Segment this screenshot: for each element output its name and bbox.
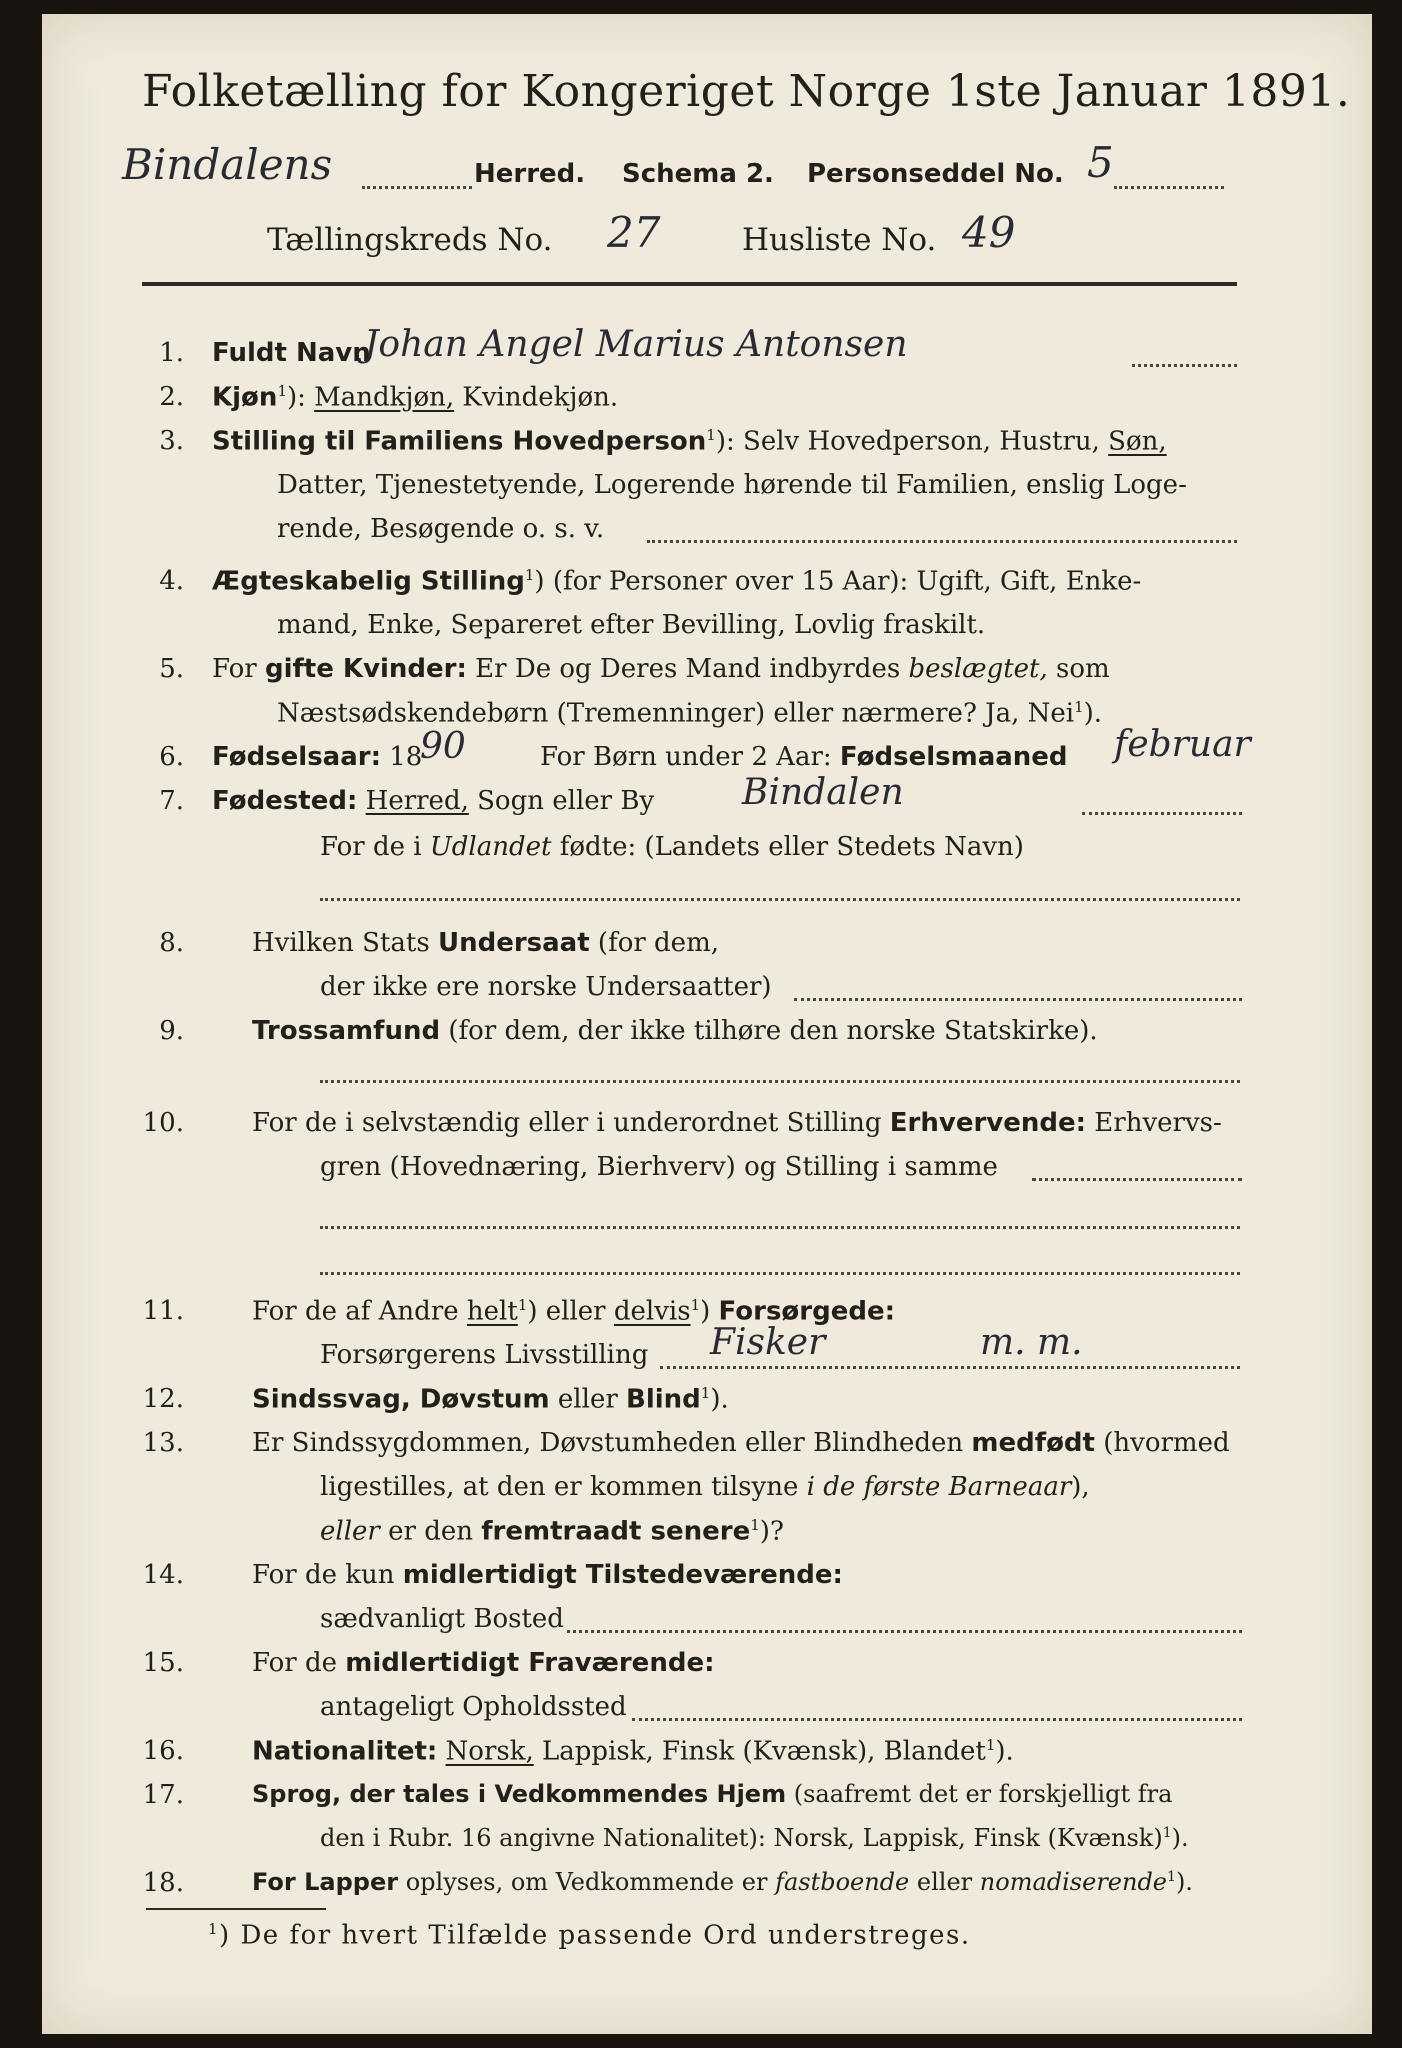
form-title: Folketælling for Kongeriget Norge 1ste Januar 1891. xyxy=(142,66,1351,117)
q7-dotted-line-2 xyxy=(320,898,1240,901)
q2-text: Kjøn$^1$): Mandkjøn, Kvindekjøn. xyxy=(212,382,619,413)
q11-line2: Forsørgerens Livsstilling xyxy=(320,1340,649,1370)
husliste-label: Husliste No. xyxy=(742,222,937,258)
q17-line1: Sprog, der tales i Vedkommendes Hjem (saafremt det er forskjelligt fra xyxy=(252,1780,1173,1808)
q13-line1: Er Sindssygdommen, Døvstumheden eller Blindheden medfødt (hvormed xyxy=(252,1428,1230,1458)
q14-line2: sædvanligt Bosted xyxy=(320,1604,564,1634)
q10-line1: For de i selvstændig eller i underordnet Stilling Erhvervende: Erhvervs- xyxy=(252,1108,1222,1138)
q18-text: For Lapper oplyses, om Vedkommende er fastboende eller nomadiserende$^1$). xyxy=(252,1868,1193,1896)
personseddel-number-handwritten: 5 xyxy=(1087,138,1114,187)
q10-number: 10. xyxy=(142,1108,184,1138)
q17-line2: den i Rubr. 16 angivne Nationalitet): Norsk, Lappisk, Finsk (Kvænsk)$^1$). xyxy=(320,1824,1189,1852)
q13-line2: ligestilles, at den er kommen tilsyne i de første Barneaar), xyxy=(320,1472,1090,1502)
q7-line1: Fødested: Herred, Sogn eller By xyxy=(212,786,655,816)
q2-number: 2. xyxy=(159,382,184,412)
q11-line1: For de af Andre helt$^1$) eller delvis$^1$) Forsørgede: xyxy=(252,1296,895,1327)
kreds-number-handwritten: 27 xyxy=(607,208,661,257)
q8-line1: Hvilken Stats Undersaat (for dem, xyxy=(252,928,719,958)
q10-dotted-line-2 xyxy=(320,1226,1240,1229)
q15-line2: antageligt Opholdssted xyxy=(320,1692,627,1722)
q7-line2: For de i Udlandet fødte: (Landets eller Stedets Navn) xyxy=(320,832,1024,862)
q6-label: Fødselsaar: 18 xyxy=(212,742,423,772)
q12-number: 12. xyxy=(142,1384,184,1414)
q16-text: Nationalitet: Norsk, Lappisk, Finsk (Kvænsk), Blandet$^1$). xyxy=(252,1736,1014,1767)
q13-number: 13. xyxy=(142,1428,184,1458)
q3-dotted-line xyxy=(647,540,1237,543)
q7-answer-handwritten: Bindalen xyxy=(742,772,904,813)
q4-number: 4. xyxy=(159,566,184,596)
q13-line3: eller er den fremtraadt senere$^1$)? xyxy=(320,1516,784,1547)
q14-dotted-line xyxy=(567,1630,1242,1633)
q15-dotted-line xyxy=(632,1718,1242,1721)
q1-number: 1. xyxy=(159,338,184,368)
q8-dotted-line xyxy=(794,998,1242,1001)
husliste-number-handwritten: 49 xyxy=(962,208,1016,257)
q3-number: 3. xyxy=(159,426,184,456)
q15-line1: For de midlertidigt Fraværende: xyxy=(252,1648,715,1678)
personseddel-dotted-line xyxy=(1114,186,1224,189)
q15-number: 15. xyxy=(142,1648,184,1678)
q6-mid: For Børn under 2 Aar: Fødselsmaaned xyxy=(540,742,1068,772)
schema-label: Schema 2. xyxy=(622,159,774,189)
q9-dotted-line xyxy=(320,1080,1240,1083)
q10-dotted-line xyxy=(1032,1178,1242,1181)
q14-line1: For de kun midlertidigt Tilstedeværende: xyxy=(252,1560,843,1590)
q4-line2: mand, Enke, Separeret efter Bevilling, Lovlig fraskilt. xyxy=(277,610,986,640)
q9-text: Trossamfund (for dem, der ikke tilhøre den norske Statskirke). xyxy=(252,1016,1098,1046)
q12-text: Sindssvag, Døvstum eller Blind$^1$). xyxy=(252,1384,729,1415)
q3-line1: Stilling til Familiens Hovedperson$^1$): Selv Hovedperson, Hustru, Søn, xyxy=(212,426,1167,457)
q11-dotted-line xyxy=(660,1366,1240,1369)
q14-number: 14. xyxy=(142,1560,184,1590)
q8-line2: der ikke ere norske Undersaatter) xyxy=(320,972,772,1002)
q3-line2: Datter, Tjenestetyende, Logerende hørende til Familien, enslig Loge- xyxy=(277,470,1187,500)
q7-number: 7. xyxy=(159,786,184,816)
q6-number: 6. xyxy=(159,742,184,772)
q16-number: 16. xyxy=(142,1736,184,1766)
q5-line2: Næstsødskendebørn (Tremenninger) eller nærmere? Ja, Nei$^1$). xyxy=(277,698,1103,729)
q1-label: Fuldt Navn xyxy=(212,338,371,368)
herred-label: Herred. xyxy=(474,159,586,189)
census-form-page xyxy=(42,14,1372,2034)
q1-dotted-line xyxy=(1132,364,1237,367)
q6-month-handwritten: februar xyxy=(1114,724,1251,765)
footnote-text: $^1$) De for hvert Tilfælde passende Ord understreges. xyxy=(208,1920,971,1951)
kreds-label: Tællingskreds No. xyxy=(267,222,553,258)
q17-number: 17. xyxy=(142,1780,184,1810)
q1-answer-handwritten: Johan Angel Marius Antonsen xyxy=(364,324,908,365)
q11-answer2-handwritten: m. m. xyxy=(980,1322,1083,1363)
q9-number: 9. xyxy=(159,1016,184,1046)
q4-line1: Ægteskabelig Stilling$^1$) (for Personer over 15 Aar): Ugift, Gift, Enke- xyxy=(212,566,1142,597)
q6-year-handwritten: 90 xyxy=(420,726,466,767)
herred-handwritten: Bindalens xyxy=(122,140,333,189)
q10-dotted-line-3 xyxy=(320,1272,1240,1275)
q5-number: 5. xyxy=(159,654,184,684)
q18-number: 18. xyxy=(142,1868,184,1898)
footnote-rule xyxy=(146,1908,326,1910)
personseddel-label: Personseddel No. xyxy=(807,159,1064,189)
header-rule xyxy=(142,282,1237,286)
q5-line1: For gifte Kvinder: Er De og Deres Mand indbyrdes beslægtet, som xyxy=(212,654,1110,684)
q7-dotted-line xyxy=(1082,812,1242,815)
herred-dotted-line xyxy=(362,186,472,189)
q3-line3: rende, Besøgende o. s. v. xyxy=(277,514,605,544)
q8-number: 8. xyxy=(159,928,184,958)
q10-line2: gren (Hovednæring, Bierhverv) og Stilling i samme xyxy=(320,1152,998,1182)
q11-answer-handwritten: Fisker xyxy=(710,1322,826,1363)
q11-number: 11. xyxy=(142,1296,184,1326)
